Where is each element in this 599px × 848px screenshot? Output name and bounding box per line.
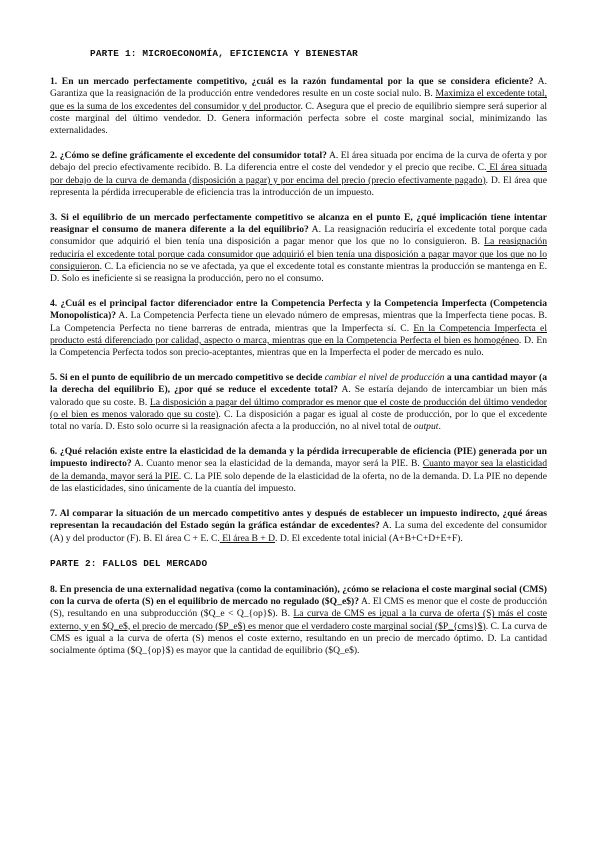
question-8	[50, 584, 547, 657]
question-2-prompt: 2. ¿Cómo se define gráficamente el excedente del consumidor total?	[50, 150, 327, 162]
question-4-prompt: 4. ¿Cuál es el principal factor diferenciador entre la Competencia Perfecta y la Competencia Imperfecta (Competencia Monopolística)?	[50, 298, 547, 322]
question-6-prompt: 6. ¿Qué relación existe entre la elasticidad de la demanda y la pérdida irrecuperable de eficiencia (PIE) generada por un impuesto indirecto?	[50, 446, 547, 470]
question-2-correct-answer: El área situada por debajo de la curva de demanda (disposición a pagar) y por encima del precio (precio efectivamente pagado)	[50, 162, 547, 186]
question-1-options-rest: . C. Asegura que el precio de equilibrio siempre será superior al coste marginal del último vendedor. D. Genera información perfecta sobre el coste marginal social, minimizando las externalidades.	[50, 100, 547, 137]
question-3-prompt: 3. Si el equilibrio de un mercado perfectamente competitivo se alcanza en el punto E, ¿qué implicación tiene intentar reasignar el consumo de manera diferente a la del equilibrio?	[50, 212, 547, 236]
question-8-options-rest: . C. La curva de CMS es igual a la curva de oferta (S) menos el coste externo, resultando en un precio de mercado óptimo. D. La cantidad socialmente óptima ($Q_{op}$) es mayor que la cantidad de equilibrio ($Q_e$).	[50, 620, 547, 656]
question-4-options-rest: . D. En la Competencia Perfecta todos son precio-aceptantes, mientras que en la Imperfecta el poder de mercado es nulo.	[50, 334, 548, 359]
question-5-prompt-b: a una cantidad mayor (a la derecha del equilibrio E), ¿por qué se reduce el excedente total?	[50, 372, 548, 396]
question-8-correct-answer: La curva de CMS es igual a la curva de oferta (S) más el coste externo, y en $Q_e$, el precio de mercado ($P_e$) es menor que el verdadero coste marginal social ($P_{cms}$)	[50, 608, 547, 632]
question-2	[50, 150, 547, 199]
part-1-title: PARTE 1: MICROECONOMÍA, EFICIENCIA Y BIENESTAR	[90, 48, 358, 59]
question-5-options-rest: . C. La disposición a pagar es igual al coste de producción, por lo que el excedente total no varía. D. Esto solo ocurre si la reasignación afecta a la producción, no al nivel total de	[50, 408, 547, 433]
question-7-correct-answer: El área B + D	[219, 532, 276, 544]
question-5-correct-answer: La disposición a pagar del último comprador es menor que el coste de producción del último vendedor (o el bien es menos valorado que su coste)	[50, 396, 547, 420]
question-4	[50, 298, 547, 359]
question-7	[50, 508, 547, 545]
question-5-options-end: .	[438, 421, 441, 433]
question-2-options-rest: . D. El área que representa la pérdida irrecuperable de eficiencia tras la introducción de un impuesto.	[50, 174, 547, 198]
question-8-prompt: 8. En presencia de una externalidad negativa (como la contaminación), ¿cómo se relaciona el coste marginal social (CMS) con la curva de oferta (S) en el equilibrio de mercado no regulado ($Q_e$)?	[50, 583, 547, 608]
question-8-options-a: A. El CMS es menor que el coste de producción (S), resultando en una subproducción ($Q_e < Q_{op}$). B.	[50, 596, 547, 620]
question-2-options-a: A. El área situada por encima de la curva de oferta y por debajo del precio efectivamente recibido. B. La diferencia entre el coste del vendedor y el precio que recibe. C.	[50, 150, 547, 174]
question-5-options-italic: output	[413, 421, 439, 433]
question-7-options-rest: . D. El excedente total inicial (A+B+C+D+E+F).	[275, 532, 463, 544]
question-3-correct-answer: La reasignación reduciría el excedente total porque cada consumidor que adquirió el bien tenía una disposición a pagar mayor que los que no lo consiguieron	[50, 236, 548, 272]
question-1-prompt: 1. En un mercado perfectamente competitivo, ¿cuál es la razón fundamental por la que se considera eficiente?	[50, 76, 534, 88]
question-6-correct-answer: Cuanto mayor sea la elasticidad de la demanda, mayor será la PIE	[50, 458, 547, 482]
question-6-options-a: A. Cuanto menor sea la elasticidad de la demanda, mayor será la PIE. B.	[131, 458, 423, 470]
question-3-options-rest: . C. La eficiencia no se ve afectada, ya que el excedente total es constante mientras la producción se mantenga en E. D. Solo es ineficiente si se reasigna la producción, pero no el consumo.	[50, 260, 547, 285]
part-2-title: PARTE 2: FALLOS DEL MERCADO	[50, 557, 208, 569]
question-5-prompt-italic: cambiar el nivel de producción	[324, 372, 445, 384]
question-7-prompt: 7. Al comparar la situación de un mercado competitivo antes y después de establecer un impuesto indirecto, ¿qué áreas representan la recaudación del Estado según la gráfica estándar de excedentes?	[50, 508, 547, 532]
question-6-options-rest: . C. La PIE solo depende de la elasticidad de la oferta, no de la demanda. D. La PIE no depende de las elasticidades, sino únicamente de la cuantía del impuesto.	[50, 470, 547, 494]
question-4-correct-answer: En la Competencia Imperfecta el producto está diferenciado por calidad, aspecto o marca, mientras que en la Competencia Perfecta el bien es homogéneo	[50, 322, 547, 346]
question-1	[50, 76, 547, 137]
question-5-prompt-a: 5. Si en el punto de equilibrio de un mercado competitivo se decide	[50, 372, 325, 384]
question-4-options-a: A. La Competencia Perfecta tiene un elevado número de empresas, mientras que la Imperfecta tiene pocas. B. La Competencia Perfecta no tiene barreras de entrada, mientras que la Imperfecta sí. C.	[50, 310, 547, 334]
question-6	[50, 446, 547, 495]
question-5	[50, 372, 547, 433]
question-5-options-a: A. Se estaría dejando de intercambiar un bien más valorado que su coste. B.	[50, 384, 547, 408]
question-1-correct-answer: Maximiza el excedente total, que es la suma de los excedentes del consumidor y del productor	[50, 88, 547, 112]
question-1-options-a: A. Garantiza que la reasignación de la producción entre vendedores resulte en un coste social nulo. B.	[50, 76, 547, 100]
question-7-options-a: A. La suma del excedente del consumidor (A) y del productor (F). B. El área C + E. C.	[50, 520, 547, 544]
question-3-options-a: A. La reasignación reduciría el excedente total porque cada consumidor que adquirió el bien tenía una disposición a pagar menor que los que no lo consiguieron. B.	[50, 224, 547, 248]
question-3	[50, 212, 547, 285]
